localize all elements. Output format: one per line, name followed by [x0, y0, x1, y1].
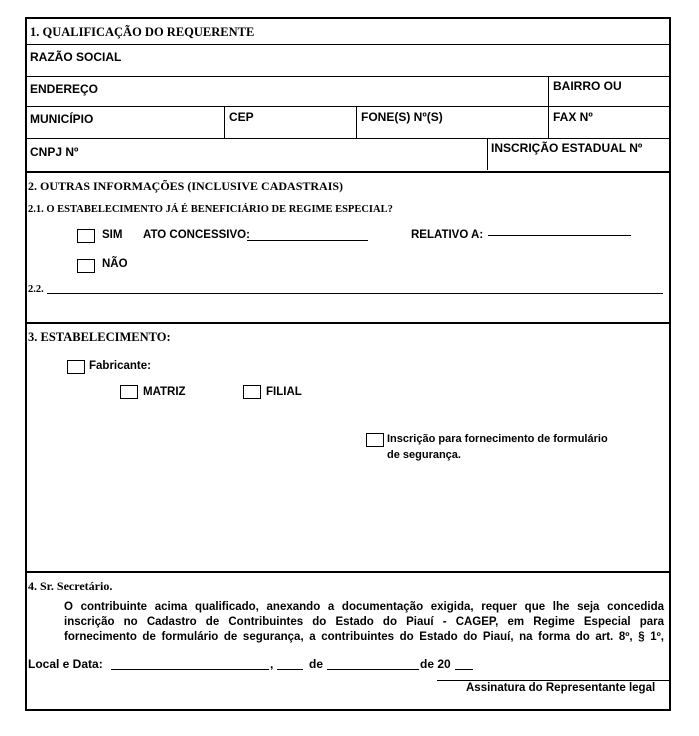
bairro-label: BAIRRO OU: [553, 79, 622, 93]
filial-label: FILIAL: [266, 386, 302, 398]
inscricao-estadual-label: INSCRIÇÃO ESTADUAL Nº: [491, 141, 643, 155]
divider: [25, 106, 671, 107]
endereco-label: ENDEREÇO: [30, 82, 99, 96]
divider: [25, 322, 671, 324]
divider: [356, 106, 357, 138]
ato-concessivo-field[interactable]: [247, 240, 368, 241]
day-field[interactable]: [277, 669, 303, 670]
matriz-label: MATRIZ: [143, 386, 186, 398]
month-field[interactable]: [327, 669, 419, 670]
nao-label: NÃO: [102, 258, 128, 270]
ato-concessivo-label: ATO CONCESSIVO:: [143, 229, 250, 241]
cep-label: CEP: [229, 110, 254, 124]
section2-title: 2. OUTRAS INFORMAÇÕES (INCLUSIVE CADASTRAIS): [28, 179, 344, 193]
divider: [487, 138, 488, 170]
fabricante-label: Fabricante:: [89, 360, 151, 372]
relativo-a-field[interactable]: [488, 235, 631, 236]
section1-title: 1. QUALIFICAÇÃO DO REQUERENTE: [30, 25, 255, 39]
de-label-2: de 20: [420, 657, 451, 671]
comma: ,: [270, 657, 274, 671]
local-field[interactable]: [111, 669, 269, 670]
divider: [25, 171, 671, 173]
razao-social-label: RAZÃO SOCIAL: [30, 50, 122, 64]
nao-checkbox[interactable]: [77, 259, 95, 273]
relativo-a-label: RELATIVO A:: [411, 229, 484, 241]
question-2-2-field[interactable]: [47, 293, 663, 294]
signature-label: Assinatura do Representante legal: [466, 682, 656, 694]
divider: [548, 76, 549, 106]
filial-checkbox[interactable]: [243, 385, 261, 399]
local-data-label: Local e Data:: [28, 657, 103, 671]
question-2-2: 2.2.: [28, 284, 44, 295]
inscricao-label-line2: de segurança.: [387, 449, 461, 461]
divider: [25, 571, 671, 573]
divider: [25, 44, 671, 45]
divider: [224, 106, 225, 138]
signature-line[interactable]: [437, 680, 669, 681]
section3-title: 3. ESTABELECIMENTO:: [28, 330, 171, 344]
paragraph-line-3: fornecimento de formulário de segurança, a contribuintes do Estado do Piauí, na forma do art. 8º, § 1º,: [64, 631, 664, 643]
inscricao-checkbox[interactable]: [366, 433, 384, 447]
fone-label: FONE(S) Nº(S): [361, 110, 443, 124]
municipio-label: MUNICÍPIO: [30, 112, 94, 126]
matriz-checkbox[interactable]: [120, 385, 138, 399]
sim-label: SIM: [102, 229, 123, 241]
request-paragraph: [64, 600, 664, 645]
divider: [548, 106, 549, 138]
paragraph-line-2: inscrição no Cadastro de Contribuintes do Estado do Piauí - CAGEP, em Regime Especial para: [64, 616, 664, 628]
inscricao-label-line1: Inscrição para fornecimento de formulário: [387, 433, 608, 445]
sim-checkbox[interactable]: [77, 229, 95, 243]
fax-label: FAX Nº: [553, 110, 593, 124]
fabricante-checkbox[interactable]: [67, 360, 85, 374]
paragraph-line-1: O contribuinte acima qualificado, anexando a documentação exigida, requer que lhe seja concedida: [64, 601, 664, 613]
divider: [25, 138, 671, 139]
divider: [25, 76, 671, 77]
question-2-1: 2.1. O ESTABELECIMENTO JÁ É BENEFICIÁRIO DE REGIME ESPECIAL?: [28, 204, 393, 215]
year-field[interactable]: [455, 669, 473, 670]
section4-title: 4. Sr. Secretário.: [28, 579, 113, 593]
de-label-1: de: [309, 657, 324, 671]
cnpj-label: CNPJ Nº: [30, 145, 79, 159]
